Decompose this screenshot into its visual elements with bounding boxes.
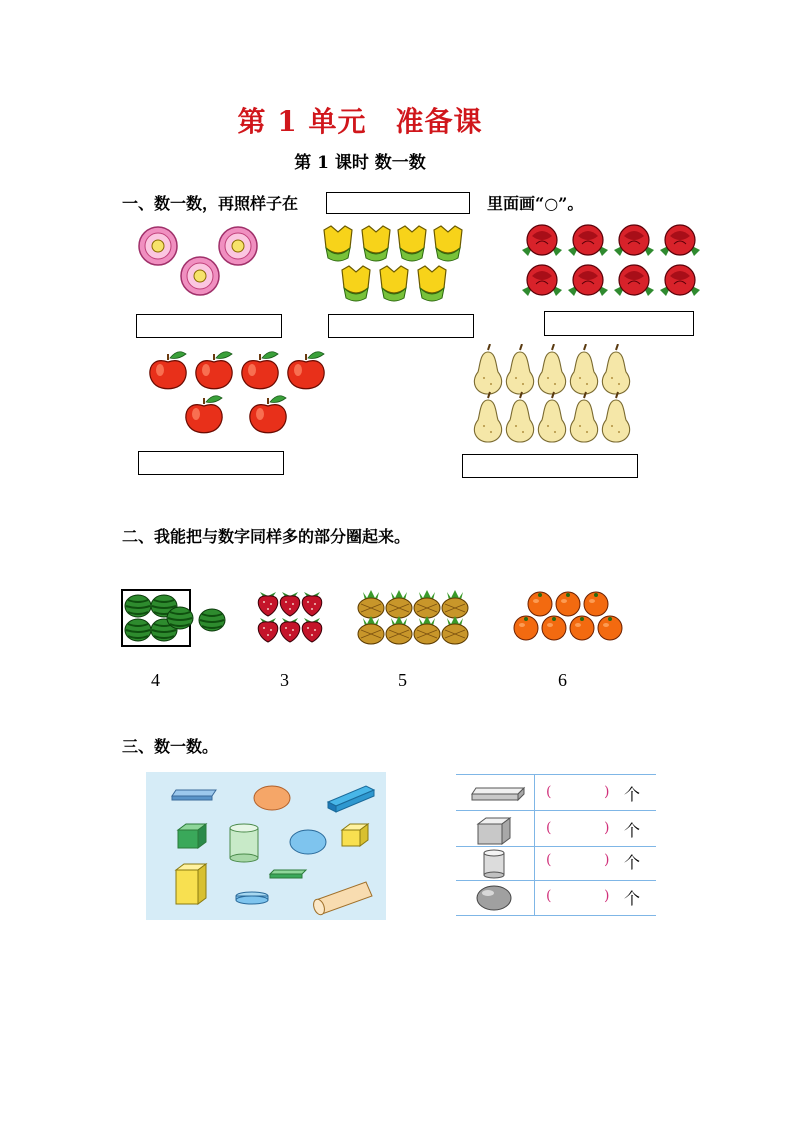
count-row-sphere[interactable] (546, 886, 654, 908)
apple-icon (144, 346, 329, 438)
pineapple-group (356, 586, 476, 646)
table-line-2 (456, 846, 656, 847)
count-row-cuboid[interactable] (546, 782, 654, 804)
shapes-panel (146, 772, 386, 920)
row-unit: 个 (624, 853, 641, 872)
q1-prompt-suffix: 里面画“○”。 (487, 194, 584, 213)
count-row-cylinder[interactable] (546, 850, 654, 872)
rose-answer-box[interactable] (544, 311, 694, 336)
tulip-answer-box[interactable] (328, 314, 474, 338)
orange-icon (510, 588, 628, 646)
cylinder-icon (480, 848, 510, 880)
flower-group (134, 224, 269, 300)
table-line-1 (456, 810, 656, 811)
sphere-icon (474, 884, 514, 912)
watermelon-group (120, 588, 228, 650)
table-divider (534, 774, 535, 916)
strawberry-group (254, 588, 330, 646)
pear-icon (470, 344, 636, 444)
row-paren-open: ( (546, 820, 552, 836)
rose-group (520, 220, 706, 302)
flat-cuboid-shape (172, 790, 216, 800)
flower-icon (134, 224, 269, 300)
table-line-bottom (456, 915, 656, 916)
row-unit: 个 (624, 785, 641, 804)
flat-cuboid-icon (470, 784, 526, 804)
row-unit: 个 (624, 889, 641, 908)
page-subtitle: 第 1 课时 数一数 (294, 153, 426, 173)
row-paren-open: ( (546, 888, 552, 904)
row-unit: 个 (624, 821, 641, 840)
row-paren-close: ) (604, 888, 610, 904)
strawberry-icon (254, 588, 330, 646)
orange-group (510, 588, 628, 646)
q2-prompt: 二、我能把与数字同样多的部分圈起来。 (122, 527, 411, 546)
row-paren-open: ( (546, 852, 552, 868)
row-paren-close: ) (604, 852, 610, 868)
rose-icon (520, 220, 706, 302)
strawberry-number: 3 (280, 670, 289, 690)
count-row-cube[interactable] (546, 818, 654, 840)
apple-group (144, 346, 329, 438)
row-paren-close: ) (604, 820, 610, 836)
row-paren-open: ( (546, 784, 552, 800)
flower-answer-box[interactable] (136, 314, 282, 338)
q1-sample-box (326, 192, 470, 214)
pear-answer-box[interactable] (462, 454, 638, 478)
watermelon-icon (120, 588, 228, 650)
tulip-group (320, 224, 470, 306)
tulip-icon (320, 224, 470, 306)
pear-group (470, 344, 636, 444)
table-line-3 (456, 880, 656, 881)
q1-prompt-prefix: 一、数一数，再照样子在 (122, 194, 299, 213)
row-paren-close: ) (604, 784, 610, 800)
q3-prompt: 三、数一数。 (122, 737, 219, 756)
orange-number: 6 (558, 670, 567, 690)
apple-answer-box[interactable] (138, 451, 284, 475)
cube-icon (474, 814, 514, 846)
count-table (456, 772, 656, 918)
pineapple-number: 5 (398, 670, 407, 690)
page-title: 第 1 单元 准备课 (237, 105, 483, 138)
watermelon-number: 4 (151, 670, 160, 690)
table-line-top (456, 774, 656, 775)
pineapple-icon (356, 586, 476, 646)
